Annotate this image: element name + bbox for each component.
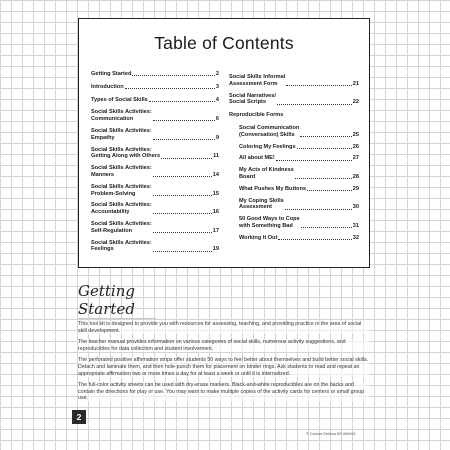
- toc-entry-title: Social Communication (Conversation) Skills: [239, 124, 300, 138]
- body-paragraph: The full-color activity sheets can be used with dry-erase markers. Black-and-white reproducibles are on the backs and contain the directions for play or use. You may want to make multiple copies of the activity cards for centers or small group use.: [78, 382, 370, 402]
- toc-entry: [91, 109, 219, 123]
- toc-entry-page: 16: [212, 209, 219, 216]
- dot-leader: [297, 148, 352, 149]
- toc-entry: [91, 97, 219, 104]
- toc-entry-title: Social Skills Activities: Manners: [91, 165, 152, 178]
- toc-entry-title: Types of Social Skills: [91, 96, 148, 103]
- toc-entry-title: Social Skills Activities: Problem-Solving: [91, 183, 152, 197]
- toc-entry-page: 6: [215, 116, 219, 123]
- toc-entry-page: 15: [212, 190, 219, 197]
- toc-entry: [91, 240, 219, 254]
- toc-entry-title: Coloring My Feelings: [239, 143, 296, 150]
- toc-entry-page: 26: [352, 143, 359, 150]
- toc-entry-page: 17: [212, 227, 219, 234]
- dot-leader: [153, 139, 215, 140]
- toc-entry: [91, 84, 219, 91]
- toc-entry-page: 31: [352, 222, 359, 229]
- toc-entry-page: 2: [215, 71, 219, 77]
- toc-entry: [91, 128, 219, 142]
- toc-entry-page: 19: [212, 246, 219, 253]
- toc-entry-title: All about ME!: [239, 155, 275, 162]
- dot-leader: [125, 88, 215, 89]
- dot-leader: [276, 160, 352, 161]
- toc-entry-title: Working It Out: [239, 234, 278, 241]
- toc-entry-page: 25: [352, 131, 359, 138]
- toc-entry: [239, 125, 359, 139]
- toc-entry: [239, 144, 359, 151]
- dot-leader: [153, 213, 212, 214]
- getting-started-section: [78, 282, 370, 407]
- dot-leader: [300, 136, 351, 137]
- toc-entry: [239, 186, 359, 193]
- toc-entry-title: Social Skills Activities: Getting Along with Others: [91, 146, 161, 160]
- dot-leader: [161, 158, 212, 159]
- toc-entry: [239, 216, 359, 230]
- dot-leader: [153, 195, 212, 196]
- dot-leader: [132, 75, 214, 76]
- getting-started-title: Getting Started: [78, 282, 156, 319]
- toc-entry-page: 28: [352, 173, 359, 180]
- toc-entry-title: My Acts of Kindness Board: [239, 167, 294, 180]
- toc-entry-title: Social Narratives/ Social Scripts: [229, 92, 276, 106]
- toc-entry: [91, 71, 219, 78]
- toc-entry-page: 30: [352, 204, 359, 211]
- toc-entry: [91, 184, 219, 198]
- body-paragraph: The perforated positive affirmation strips offer students 50 ways to feel better about themselves and build better social skills. Detach and laminate them, and then hole-punch them for placement on binder rings. Ask students to read and repeat an appropriate affirmation two or more times a day for at least a week or until it is internalized.: [78, 357, 369, 377]
- dot-leader: [277, 104, 352, 105]
- dot-leader: [153, 251, 212, 252]
- dot-leader: [153, 176, 212, 177]
- toc-entry: [239, 235, 359, 242]
- toc-right-column: [229, 74, 359, 242]
- toc-entry: [239, 198, 359, 212]
- toc-entry-page: 29: [352, 185, 359, 192]
- toc-entry: [239, 155, 359, 162]
- toc-entry-page: 32: [352, 234, 359, 241]
- toc-entry-page: 9: [215, 134, 219, 141]
- dot-leader: [285, 209, 352, 210]
- toc-entry-title: My Coping Skills Assessment: [239, 197, 284, 211]
- toc-entry: [91, 202, 219, 216]
- toc-entry-page: 21: [352, 80, 359, 87]
- toc-entry-title: Social Skills Activities: Self-Regulation: [91, 220, 152, 234]
- toc-left-column: [91, 71, 219, 253]
- toc-entry-title: Social Skills Activities: Accountability: [91, 202, 152, 216]
- toc-entry-title: Social Skills Activities: Communication: [91, 109, 152, 123]
- table-of-contents-box: [78, 18, 370, 268]
- toc-entry-page: 22: [352, 99, 359, 106]
- toc-entry: [91, 221, 219, 235]
- toc-entry-page: 11: [213, 153, 219, 160]
- dot-leader: [301, 227, 352, 228]
- dot-leader: [307, 190, 352, 191]
- toc-entry-title: 50 Good Ways to Cope with Something Bad: [239, 216, 300, 229]
- dot-leader: [278, 239, 351, 240]
- toc-entry-page: 14: [212, 171, 219, 178]
- toc-entry-title: Social Skills Activities: Feelings: [91, 239, 152, 253]
- dot-leader: [153, 232, 212, 233]
- body-paragraph: This tool kit is designed to provide you with resources for assessing, teaching, and providing practice in the area of social skill development.: [78, 321, 370, 334]
- toc-entry: [229, 93, 359, 107]
- toc-entry-title: Social Skills Activities: Empathy: [91, 127, 152, 141]
- toc-entry-title: Social Skills Informal Assessment Form: [229, 74, 286, 87]
- dot-leader: [286, 85, 351, 86]
- toc-entry-title: Getting Started: [91, 71, 132, 77]
- toc-entry: [239, 167, 359, 181]
- toc-entry-page: 3: [215, 83, 219, 90]
- reproducible-forms-heading: Reproducible Forms: [229, 112, 284, 119]
- toc-entry: [229, 74, 359, 88]
- dot-leader: [153, 120, 215, 121]
- toc-entry: [91, 165, 219, 179]
- copyright-notice: © Carson Dellosa KE-846001: [306, 432, 356, 436]
- page-number: 2: [76, 412, 82, 422]
- toc-entry-page: 4: [215, 96, 219, 103]
- dot-leader: [149, 101, 215, 102]
- toc-entry-title: Introduction: [91, 83, 124, 90]
- toc-entry: [91, 147, 219, 161]
- toc-entry-page: 27: [352, 155, 359, 162]
- toc-title: Table of Contents: [154, 33, 294, 53]
- page-number-badge: [72, 410, 86, 424]
- dot-leader: [295, 178, 352, 179]
- toc-entry-title: What Pushes My Buttons: [239, 185, 307, 192]
- body-paragraph: The teacher manual provides information on various categories of social skills, numerous activity suggestions, and reproducibles for data collection and student involvement.: [78, 339, 370, 352]
